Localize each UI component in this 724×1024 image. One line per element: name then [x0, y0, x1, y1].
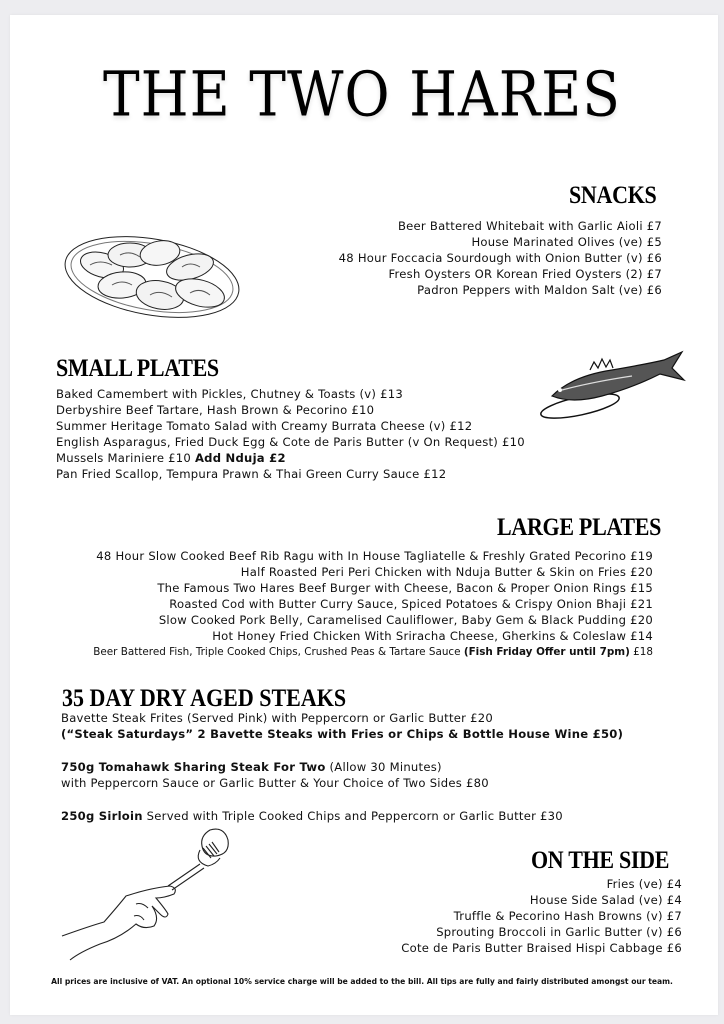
steaks-heading: 35 DAY DRY AGED STEAKS [62, 683, 347, 712]
large-plates-heading: LARGE PLATES [497, 512, 662, 541]
menu-item: Half Roasted Peri Peri Chicken with Nduja Butter & Skin on Fries £20 [240, 565, 653, 579]
menu-item-sirloin: 250g Sirloin Served with Triple Cooked Chips and Peppercorn or Garlic Butter £30 [61, 809, 563, 823]
sides-list [401, 876, 682, 956]
restaurant-title: THE TWO HARES [103, 58, 621, 130]
fish-on-plate-illustration [532, 348, 687, 420]
large-plates-list [93, 548, 653, 660]
menu-item: Beer Battered Whitebait with Garlic Aioli £7 [397, 219, 662, 233]
addon-nduja: Add Nduja £2 [194, 451, 286, 465]
menu-item: 48 Hour Foccacia Sourdough with Onion Butter (v) £6 [338, 251, 662, 265]
menu-item: Roasted Cod with Butter Curry Sauce, Spiced Potatoes & Crispy Onion Bhaji £21 [169, 597, 653, 611]
menu-item: Sprouting Broccoli in Garlic Butter (v) £6 [436, 925, 682, 939]
menu-item: Cote de Paris Butter Braised Hispi Cabbage £6 [401, 941, 682, 955]
menu-item: Summer Heritage Tomato Salad with Creamy Burrata Cheese (v) £12 [56, 419, 473, 433]
menu-item: Baked Camembert with Pickles, Chutney & Toasts (v) £13 [56, 387, 403, 401]
snacks-heading: SNACKS [569, 180, 657, 209]
sides-heading: ON THE SIDE [531, 845, 670, 874]
hand-with-fork-illustration [60, 826, 260, 961]
menu-item: Padron Peppers with Maldon Salt (ve) £6 [417, 283, 662, 297]
steaks-list [61, 710, 623, 824]
menu-item: Pan Fried Scallop, Tempura Prawn & Thai Green Curry Sauce £12 [56, 467, 447, 481]
menu-item: Derbyshire Beef Tartare, Hash Brown & Pecorino £10 [56, 403, 375, 417]
menu-item: Fries (ve) £4 [606, 877, 682, 891]
small-plates-heading: SMALL PLATES [56, 353, 219, 382]
fish-friday-offer: (Fish Friday Offer until 7pm) [463, 646, 630, 658]
menu-item: Truffle & Pecorino Hash Browns (v) £7 [453, 909, 682, 923]
menu-item: 48 Hour Slow Cooked Beef Rib Ragu with In House Tagliatelle & Freshly Grated Pecorino £19 [96, 549, 653, 563]
menu-item: English Asparagus, Fried Duck Egg & Cote de Paris Butter (v On Request) £10 [56, 435, 525, 449]
menu-item-mussels: Mussels Mariniere £10 Add Nduja £2 [56, 451, 286, 465]
menu-item: The Famous Two Hares Beef Burger with Cheese, Bacon & Proper Onion Rings £15 [157, 581, 653, 595]
snacks-list [339, 218, 662, 298]
oyster-plate-illustration [60, 225, 245, 325]
footer-note: All prices are inclusive of VAT. An optional 10% service charge will be added to the bill. All tips are fully and fairly distributed amongst our team. [51, 977, 673, 986]
steak-saturdays-offer: (“Steak Saturdays” 2 Bavette Steaks with Fries or Chips & Bottle House Wine £50) [61, 727, 624, 741]
small-plates-list [56, 386, 525, 482]
menu-item-fish: Beer Battered Fish, Triple Cooked Chips, Crushed Peas & Tartare Sauce (Fish Friday Offer until 7pm) £18 [93, 646, 653, 658]
menu-item: Fresh Oysters OR Korean Fried Oysters (2) £7 [388, 267, 662, 281]
menu-item-tomahawk-desc: with Peppercorn Sauce or Garlic Butter & Your Choice of Two Sides £80 [61, 776, 489, 790]
menu-item: Bavette Steak Frites (Served Pink) with Peppercorn or Garlic Butter £20 [61, 711, 493, 725]
menu-item: Hot Honey Fried Chicken With Sriracha Cheese, Gherkins & Coleslaw £14 [212, 629, 653, 643]
menu-item: Slow Cooked Pork Belly, Caramelised Cauliflower, Baby Gem & Black Pudding £20 [158, 613, 653, 627]
menu-item: House Side Salad (ve) £4 [529, 893, 682, 907]
menu-item: House Marinated Olives (ve) £5 [471, 235, 662, 249]
menu-item-tomahawk: 750g Tomahawk Sharing Steak For Two (Allow 30 Minutes) [61, 760, 442, 774]
